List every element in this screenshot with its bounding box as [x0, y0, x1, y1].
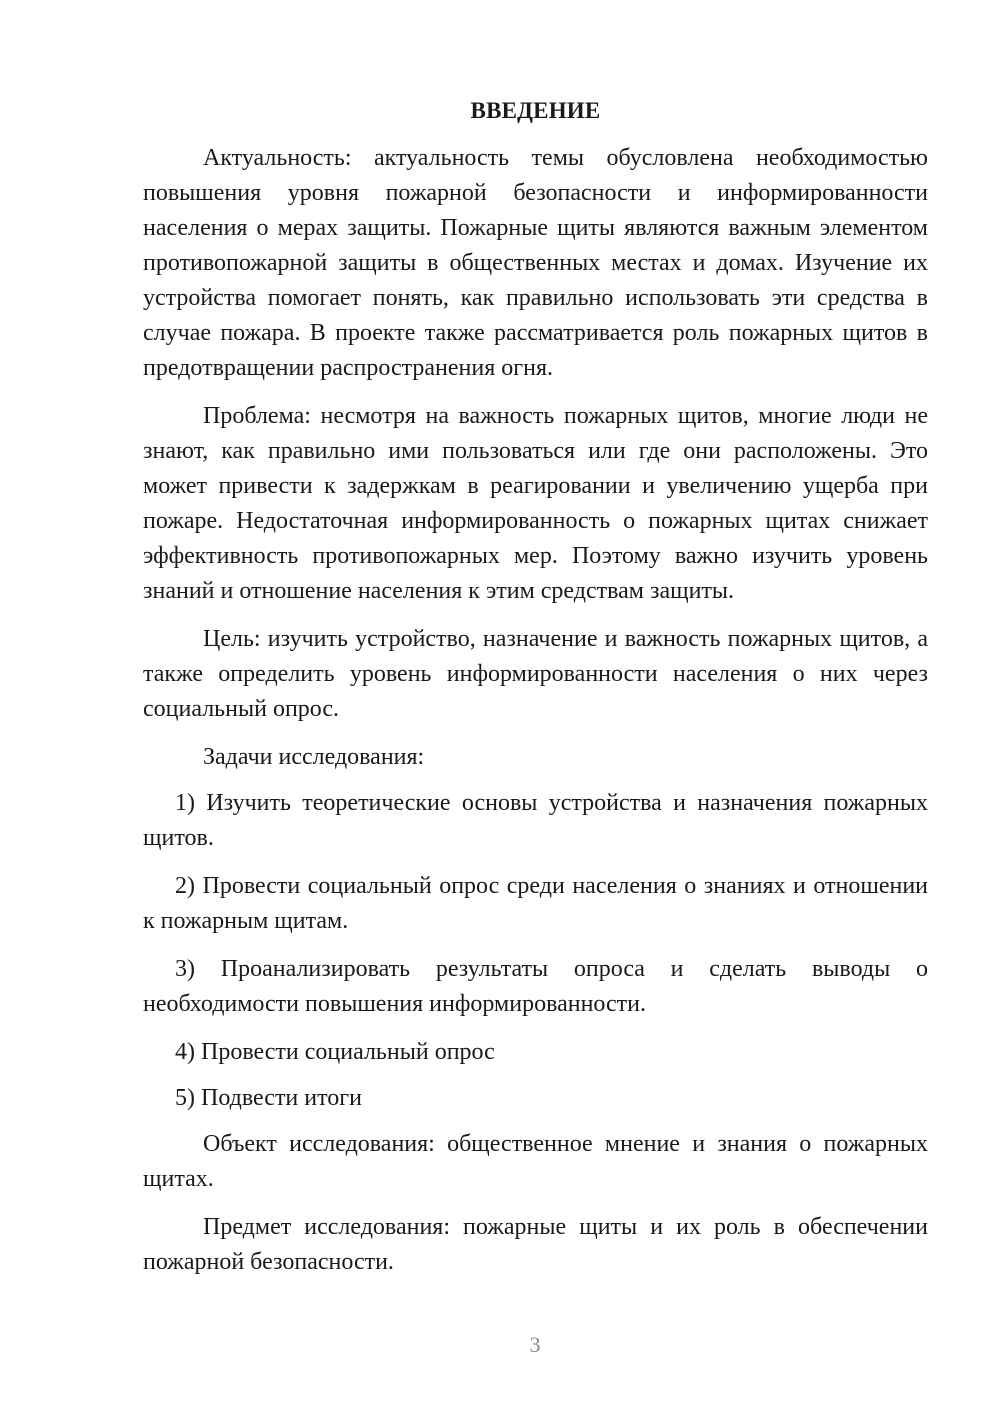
task-item-2: 2) Провести социальный опрос среди населения о знаниях и отношении к пожарным щитам.	[143, 873, 928, 934]
task-item-3: 3) Проанализировать результаты опроса и сделать выводы о необходимости повышения информированности.	[143, 956, 928, 1017]
paragraph-tasks-heading: Задачи исследования:	[203, 744, 425, 770]
page-number: 3	[529, 1332, 541, 1357]
paragraph-object: Объект исследования: общественное мнение и знания о пожарных щитах.	[143, 1131, 928, 1192]
task-item-1: 1) Изучить теоретические основы устройства и назначения пожарных щитов.	[143, 790, 928, 851]
paragraph-problem: Проблема: несмотря на важность пожарных щитов, многие люди не знают, как правильно ими пользоваться или где они расположены. Это может привести к задержкам в реагировании и увеличению ущерба при пожаре. Недостаточная информированность о пожарных щитах снижает эффективность противопожарных мер. Поэтому важно изучить уровень знаний и отношение населения к этим средствам защиты.	[143, 403, 928, 604]
task-item-5: 5) Подвести итоги	[175, 1085, 362, 1111]
page-title: ВВЕДЕНИЕ	[470, 98, 601, 123]
paragraph-goal: Цель: изучить устройство, назначение и важность пожарных щитов, а также определить уровень информированности населения о них через социальный опрос.	[143, 626, 928, 722]
paragraph-subject: Предмет исследования: пожарные щиты и их роль в обеспечении пожарной безопасности.	[143, 1214, 928, 1275]
paragraph-relevance: Актуальность: актуальность темы обусловлена необходимостью повышения уровня пожарной безопасности и информированности населения о мерах защиты. Пожарные щиты являются важным элементом противопожарной защиты в общественных местах и домах. Изучение их устройства помогает понять, как правильно использовать эти средства в случае пожара. В проекте также рассматривается роль пожарных щитов в предотвращении распространения огня.	[143, 145, 928, 381]
page-content	[143, 93, 928, 1293]
task-item-4: 4) Провести социальный опрос	[175, 1039, 495, 1065]
